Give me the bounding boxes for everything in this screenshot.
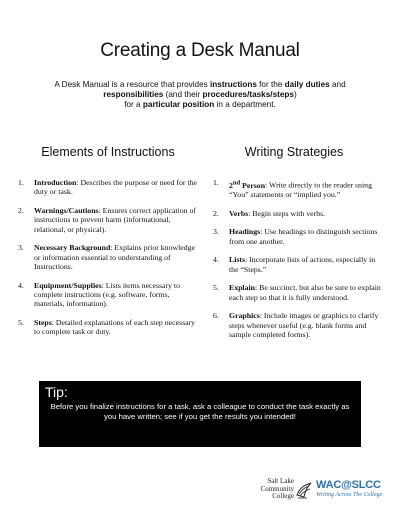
item-text: : Write directly to the reader using “You” statements or “implied you.” [229, 180, 372, 199]
item-number: 4. [213, 255, 219, 265]
item-term: Equipment/Supplies [34, 280, 102, 290]
item-number: 2. [18, 205, 24, 215]
list-item [213, 283, 385, 302]
item-number: 1. [18, 178, 24, 187]
intro-text: for the [256, 80, 285, 89]
tip-label: Tip: [45, 384, 68, 400]
item-number: 6. [213, 311, 219, 321]
item-number: 3. [213, 227, 219, 237]
item-term [229, 181, 265, 190]
intro-text: ) [293, 90, 297, 100]
item-term-word: Person [240, 180, 266, 190]
intro-paragraph [30, 80, 370, 111]
elements-heading: Elements of Instructions [41, 145, 175, 159]
intro-text: in a department. [214, 100, 276, 110]
list-item [18, 206, 202, 234]
list-item [18, 318, 202, 337]
item-number: 4. [18, 280, 24, 290]
intro-bold: instructions [210, 80, 257, 89]
item-text: : Describes the purpose or need for the duty or task. [34, 178, 197, 197]
intro-bold: procedures/tasks/steps [202, 90, 294, 100]
intro-text: A Desk Manual is a resource that provides [54, 80, 211, 89]
item-term: Explain [229, 283, 256, 293]
list-item [213, 178, 385, 199]
list-item [213, 227, 385, 246]
wac-title: WAC@SLCC [316, 479, 381, 491]
item-term: Necessary Background [34, 243, 111, 253]
item-number: 3. [18, 243, 24, 253]
list-item [18, 243, 202, 271]
intro-text: for a [124, 100, 143, 110]
slcc-line: Salt Lake [267, 477, 294, 485]
tip-box [39, 381, 361, 447]
item-term: Headings [229, 227, 261, 237]
wac-logo [316, 479, 386, 505]
item-number: 5. [18, 317, 24, 327]
intro-bold: responsibilities [103, 90, 164, 100]
item-text: : Begin steps with verbs. [248, 208, 326, 218]
item-text: : Explains prior knowledge or information essential to understanding of Instructions. [34, 243, 195, 271]
slcc-wordmark [250, 478, 294, 501]
item-term: Verbs [229, 208, 249, 218]
item-text: : Use headings to distinguish sections from one another. [229, 227, 378, 246]
intro-bold: daily duties [284, 80, 330, 89]
item-term: Introduction [34, 178, 77, 187]
list-item [213, 311, 385, 339]
strategies-list [213, 178, 385, 349]
item-text: : Ensures correct application of instructions to prevent harm (informational, relational, or physical). [34, 205, 196, 234]
intro-text: and [329, 80, 346, 89]
item-term: Lists [229, 255, 246, 265]
slcc-line: Community [260, 484, 294, 493]
item-text: : Detailed explanations of each step necessary to complete task or duty. [34, 317, 196, 337]
item-text: : Incorporate lists of actions, especially in the “Steps.” [229, 255, 376, 274]
list-item [18, 178, 202, 197]
list-item [213, 255, 385, 274]
slcc-emblem-icon [295, 481, 313, 501]
item-text: : Include images or graphics to clarify steps whenever useful (e.g. blank forms and sample completed forms). [229, 311, 379, 339]
item-number: 5. [213, 283, 219, 293]
item-term: Graphics [229, 311, 260, 321]
item-term: Steps [34, 317, 52, 327]
list-item [18, 281, 202, 309]
wac-subtitle: Writing Across The College [316, 492, 383, 498]
item-number: 2. [213, 208, 219, 218]
strategies-heading: Writing Strategies [244, 145, 344, 159]
intro-bold: particular position [142, 100, 215, 110]
page-title: Creating a Desk Manual [100, 40, 300, 61]
item-text: : Be succinct, but also be sure to explain each step so that it is fully understood. [229, 283, 381, 302]
item-number: 1. [213, 178, 219, 187]
item-term-number: 2 [229, 180, 233, 190]
list-item [213, 209, 385, 218]
item-term-superscript: nd [232, 179, 241, 186]
slcc-logo [250, 478, 312, 508]
intro-text: (and their [163, 90, 203, 100]
elements-list [18, 178, 202, 346]
slcc-line: College [272, 492, 294, 501]
tip-text: Before you finalize instructions for a task, ask a colleague to conduct the task exactly as you have written; see if you get the results you intended! [50, 402, 350, 421]
item-text: : Lists items necessary to complete instructions (e.g. software, forms, materials, information). [34, 280, 180, 309]
item-term: Warnings/Cautions [34, 205, 99, 215]
